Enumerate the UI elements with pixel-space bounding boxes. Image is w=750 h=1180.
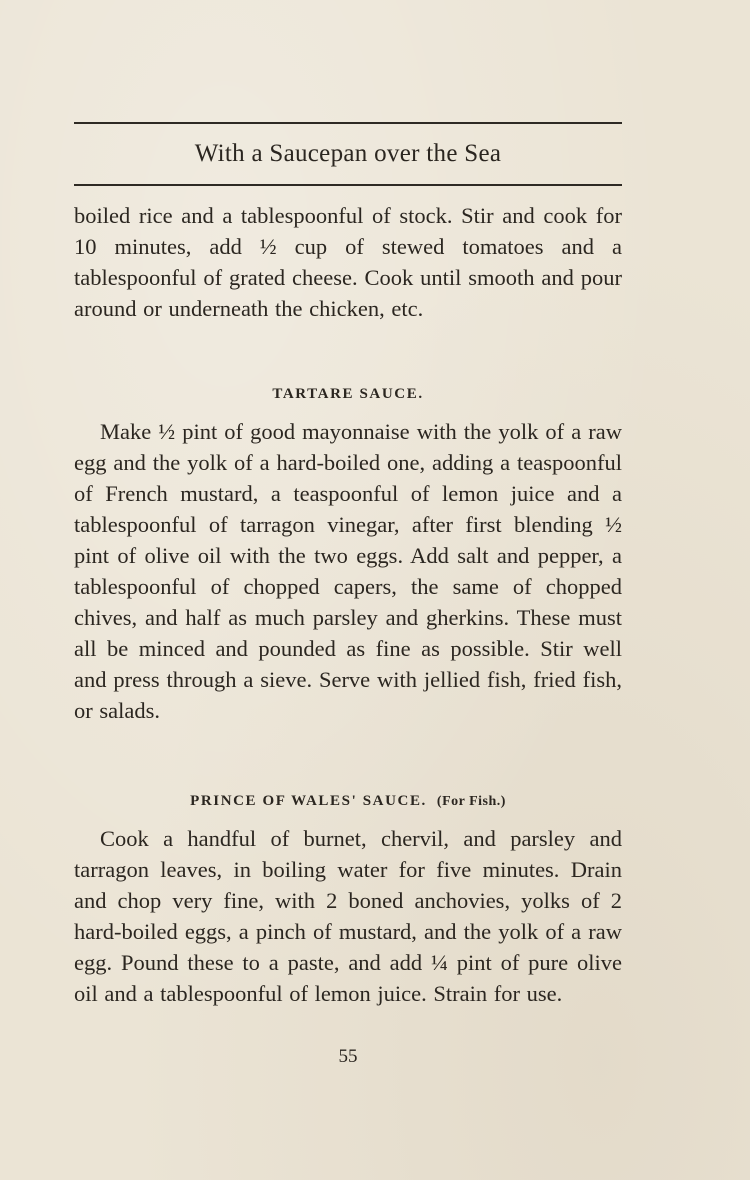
header-rule-top <box>74 122 622 124</box>
prince-of-wales-sauce-body: Cook a handful of burnet, chervil, and parsley and tarragon leaves, in boiling water for five minutes. Drain and chop very fine, with 2 boned anchovies, yolks of 2 hard-boiled eggs, a pinch of mustard, and the yolk of a raw egg. Pound these to a paste, and add ¼ pint of pure olive oil and a tablespoonful of lemon juice. Strain for use. <box>74 826 622 1006</box>
tartare-sauce-body: Make ½ pint of good mayonnaise with the yolk of a raw egg and the yolk of a hard-boiled one, adding a teaspoonful of French mustard, a teaspoonful of lemon juice and a tablespoonful of tarragon vinegar, after first blending ½ pint of olive oil with the two eggs. Add salt and pepper, a tablespoonful of chopped capers, the same of chopped chives, and half as much parsley and gherkins. These must all be minced and pounded as fine as possible. Stir well and press through a sieve. Serve with jellied fish, fried fish, or salads. <box>74 419 622 723</box>
intro-paragraph: boiled rice and a tablespoonful of stock. Stir and cook for 10 minutes, add ½ cup of stewed tomatoes and a tablespoonful of grated cheese. Cook until smooth and pour around or underneath the chicken, etc. <box>74 203 622 321</box>
prince-of-wales-sauce-title: PRINCE OF WALES' SAUCE. <box>190 793 427 809</box>
prince-of-wales-sauce-heading <box>74 793 622 810</box>
prince-of-wales-sauce-note: (For Fish.) <box>436 794 506 809</box>
page-number: 55 <box>338 1046 358 1067</box>
tartare-sauce-heading: TARTARE SAUCE. <box>272 386 424 402</box>
header-rule-bottom <box>74 184 622 186</box>
running-head: With a Saucepan over the Sea <box>194 140 502 167</box>
